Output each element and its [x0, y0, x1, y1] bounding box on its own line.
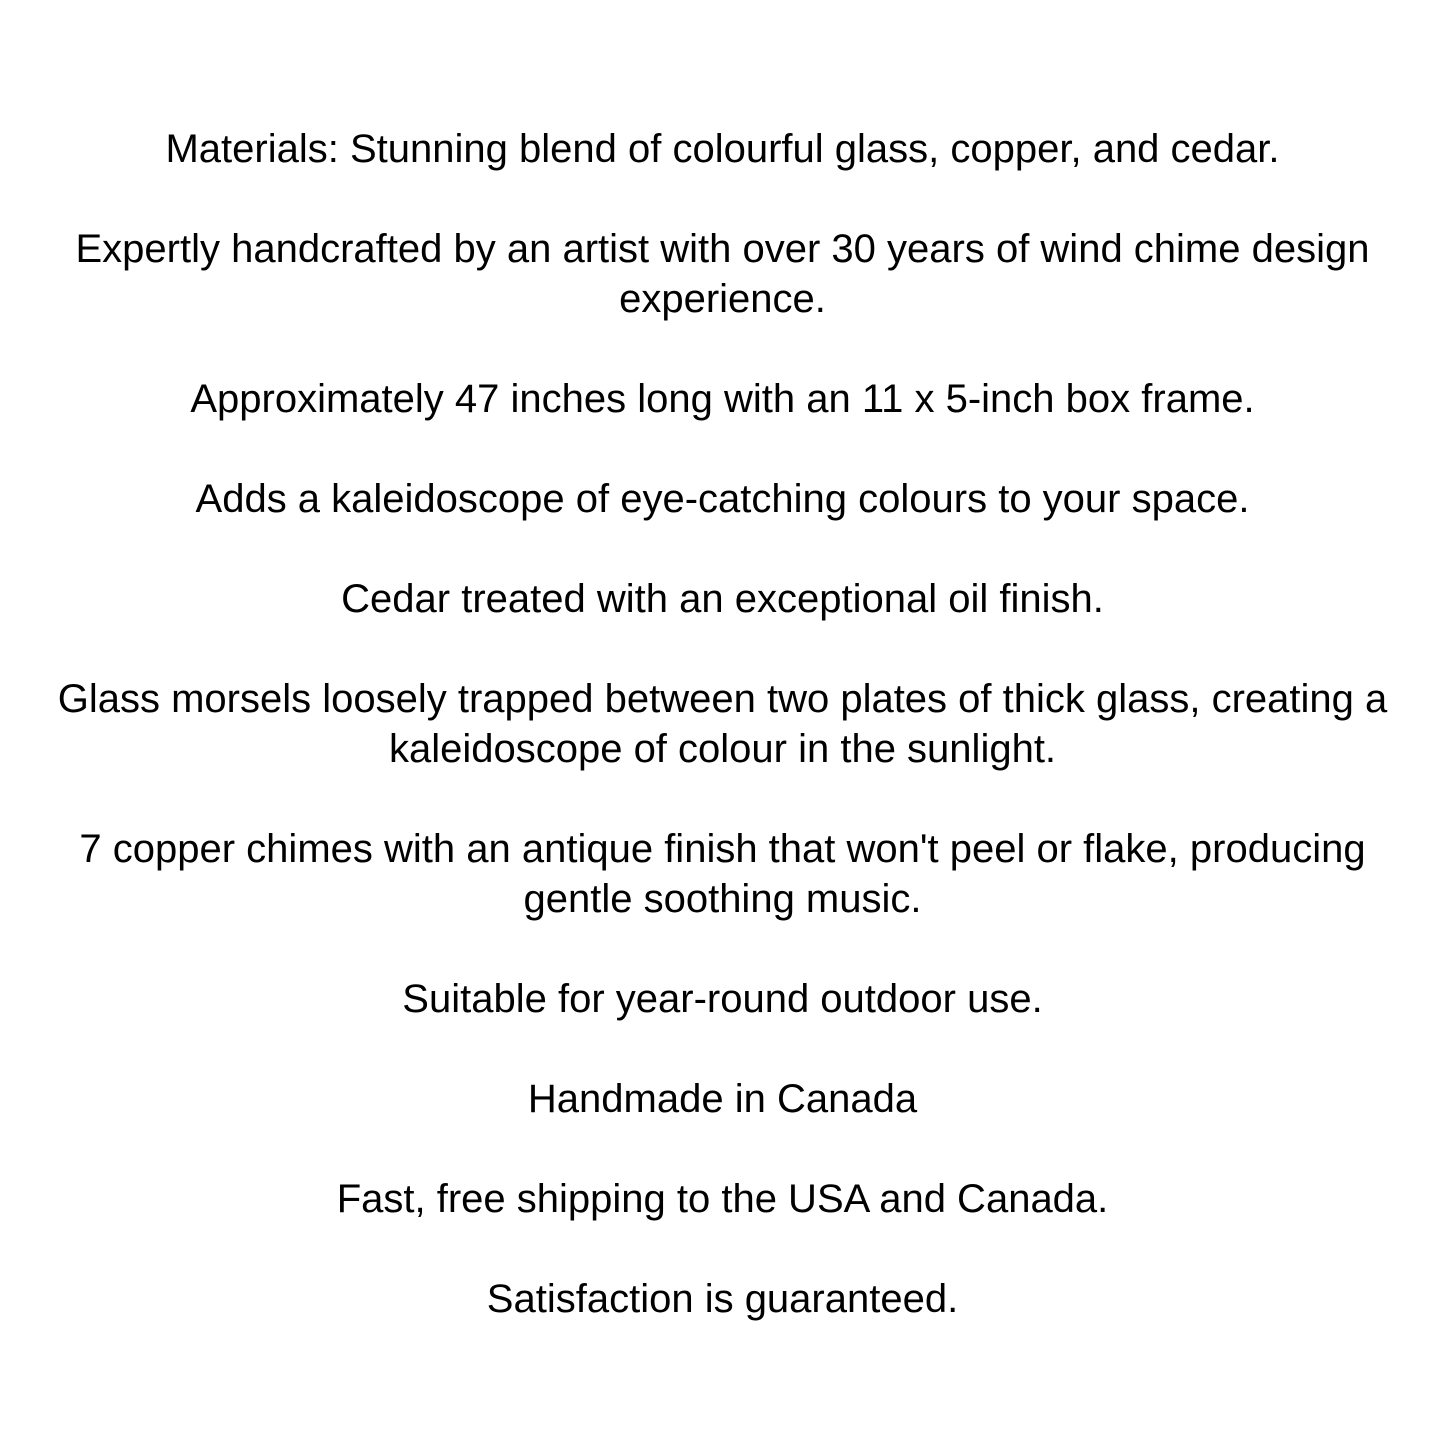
handmade-paragraph: [0, 1074, 1445, 1124]
materials-line: Materials: Stunning blend of colourful glass, copper, and cedar.: [165, 127, 1280, 171]
outdoor-paragraph: [0, 974, 1445, 1024]
guarantee-paragraph: [0, 1274, 1445, 1324]
guarantee-line: Satisfaction is guaranteed.: [486, 1277, 959, 1321]
materials-paragraph: [0, 124, 1445, 174]
cedar-line: Cedar treated with an exceptional oil finish.: [341, 577, 1104, 621]
shipping-line: Fast, free shipping to the USA and Canada.: [336, 1177, 1109, 1221]
outdoor-line: Suitable for year-round outdoor use.: [402, 977, 1043, 1021]
chimes-line-2: gentle soothing music.: [523, 877, 922, 921]
artist-paragraph: [0, 224, 1445, 324]
dimensions-paragraph: [0, 374, 1445, 424]
glass-line-2: kaleidoscope of colour in the sunlight.: [388, 727, 1057, 771]
artist-line-2: experience.: [619, 277, 826, 321]
dimensions-line: Approximately 47 inches long with an 11 x 5-inch box frame.: [190, 377, 1255, 421]
glass-line-1: Glass morsels loosely trapped between two plates of thick glass, creating a: [57, 677, 1388, 721]
handmade-line: Handmade in Canada: [527, 1077, 918, 1121]
artist-line-1: Expertly handcrafted by an artist with over 30 years of wind chime design: [75, 227, 1370, 271]
chimes-line-1: 7 copper chimes with an antique finish that won't peel or flake, producing: [79, 827, 1366, 871]
colours-line: Adds a kaleidoscope of eye-catching colours to your space.: [195, 477, 1250, 521]
chimes-paragraph: [0, 824, 1445, 924]
colours-paragraph: [0, 474, 1445, 524]
glass-paragraph: [0, 674, 1445, 774]
cedar-paragraph: [0, 574, 1445, 624]
shipping-paragraph: [0, 1174, 1445, 1224]
